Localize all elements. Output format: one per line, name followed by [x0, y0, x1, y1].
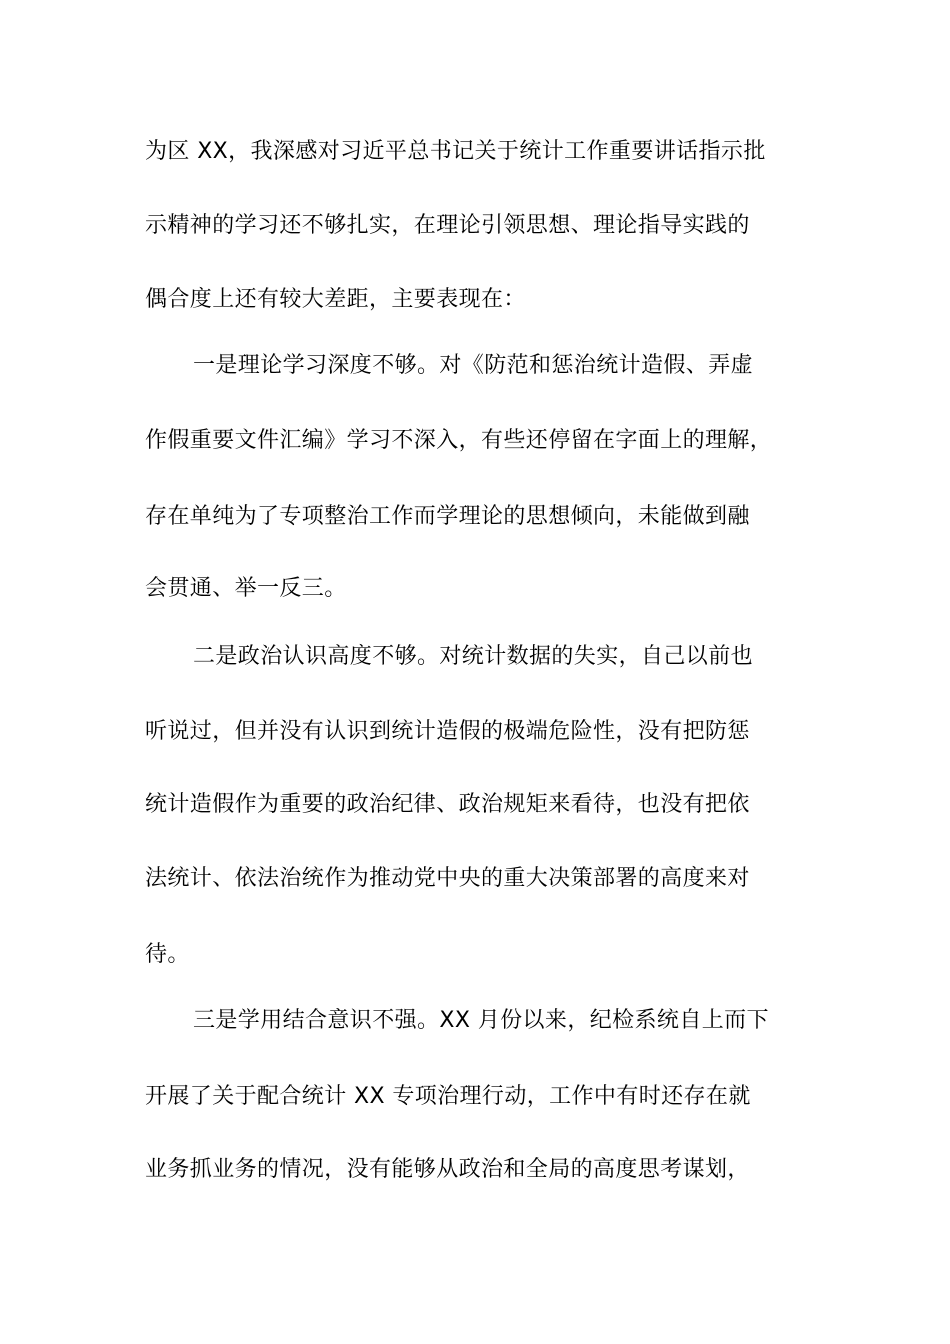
paragraph-line: 统计造假作为重要的政治纪律、政治规矩来看待，也没有把依 — [145, 792, 750, 817]
paragraph-first-line: 一是理论学习深度不够。对《防范和惩治统计造假、弄虚 — [193, 353, 754, 378]
paragraph-line: 法统计、依法治统作为推动党中央的重大决策部署的高度来对 — [145, 866, 750, 891]
paragraph-line: 开展了关于配合统计 XX 专项治理行动，工作中有时还存在就 — [145, 1084, 751, 1109]
paragraph-line: 听说过，但并没有认识到统计造假的极端危险性，没有把防惩 — [145, 719, 750, 744]
paragraph-first-line: 二是政治认识高度不够。对统计数据的失实，自己以前也 — [193, 644, 754, 669]
paragraph-line: 示精神的学习还不够扎实，在理论引领思想、理论指导实践的 — [145, 213, 750, 238]
paragraph-line: 业务抓业务的情况，没有能够从政治和全局的高度思考谋划， — [145, 1157, 750, 1182]
paragraph-line: 作假重要文件汇编》学习不深入，有些还停留在字面上的理解， — [145, 428, 773, 453]
paragraph-first-line: 三是学用结合意识不强。XX 月份以来，纪检系统自上而下 — [193, 1008, 769, 1033]
paragraph-line: 偶合度上还有较大差距，主要表现在： — [145, 287, 526, 312]
paragraph-line: 会贯通、举一反三。 — [145, 576, 347, 601]
paragraph-line: 为区 XX，我深感对习近平总书记关于统计工作重要讲话指示批 — [145, 139, 766, 164]
paragraph-line: 存在单纯为了专项整治工作而学理论的思想倾向，未能做到融 — [145, 504, 750, 529]
paragraph-line: 待。 — [145, 942, 190, 967]
